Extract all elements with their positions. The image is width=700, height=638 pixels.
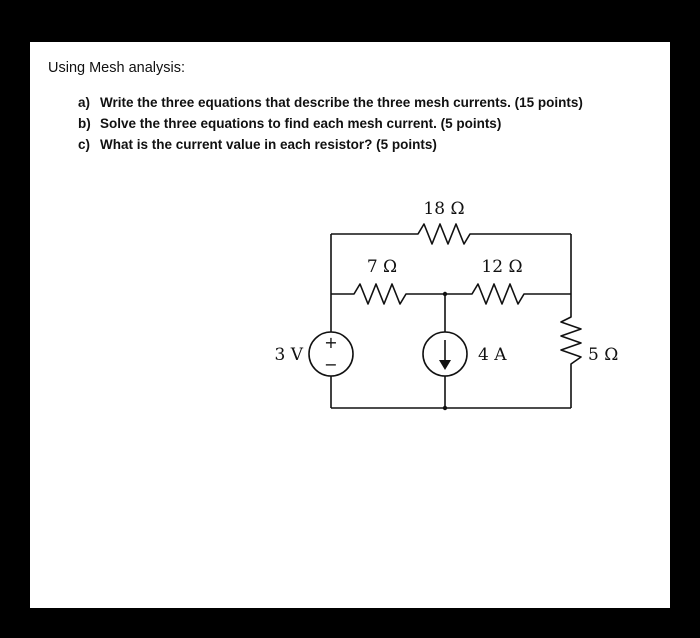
resistor-18-label: 18 Ω bbox=[423, 199, 465, 219]
question-marker: a) bbox=[78, 95, 91, 110]
plus-sign: + bbox=[324, 333, 338, 352]
question-marker: b) bbox=[78, 116, 91, 131]
question-text: What is the current value in each resistor? (5 points) bbox=[100, 137, 437, 152]
right-wire bbox=[561, 234, 581, 408]
question-marker: c) bbox=[78, 137, 91, 152]
problem-sheet bbox=[30, 42, 670, 608]
heading: Using Mesh analysis: bbox=[48, 60, 185, 76]
current-source-label: 4 A bbox=[478, 345, 507, 365]
arrow-head-icon bbox=[439, 360, 451, 370]
resistor-7-label: 7 Ω bbox=[366, 257, 398, 277]
resistor-12-label: 12 Ω bbox=[481, 257, 523, 277]
question-text: Write the three equations that describe the three mesh currents. (15 points) bbox=[100, 95, 583, 110]
minus-sign: − bbox=[324, 355, 338, 374]
question-text: Solve the three equations to find each mesh current. (5 points) bbox=[100, 116, 502, 131]
resistor-5-label: 5 Ω bbox=[588, 345, 619, 365]
middle-wire bbox=[331, 284, 571, 304]
circuit-diagram bbox=[30, 42, 670, 608]
junction-node bbox=[443, 406, 447, 410]
top-wire bbox=[331, 224, 571, 244]
voltage-source-label: 3 V bbox=[274, 345, 303, 365]
junction-node bbox=[443, 292, 447, 296]
